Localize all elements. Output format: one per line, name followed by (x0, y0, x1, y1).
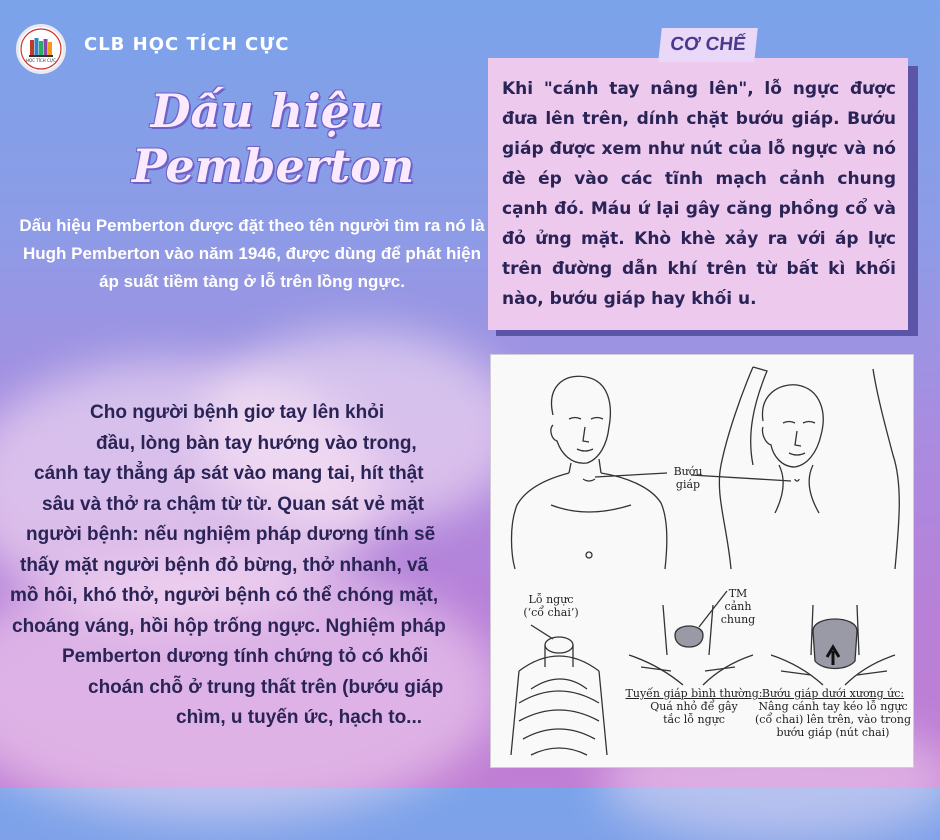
label-vein-line: cảnh (724, 600, 752, 613)
label-jugular-vein (713, 587, 763, 626)
label-substernal-line: Bướu giáp dưới xương ức: (761, 687, 905, 700)
procedure-line: Pemberton dương tính chứng tỏ có khối (62, 646, 429, 667)
label-normal-line: tắc lỗ ngực (663, 713, 725, 726)
label-goiter (663, 465, 713, 491)
club-logo (16, 24, 66, 74)
club-name: CLB HỌC TÍCH CỰC (84, 34, 290, 55)
label-thoracic-inlet-line: Lỗ ngực (528, 593, 574, 606)
label-thoracic-inlet (511, 593, 591, 619)
title-line-1: Dấu hiệu (150, 84, 384, 138)
procedure-line: sâu và thở ra chậm từ từ. Quan sát vẻ mặt (42, 493, 425, 515)
procedure-line: mồ hôi, khó thở, người bệnh có thể chóng mặt, (10, 585, 439, 606)
label-normal-thyroid (619, 687, 769, 726)
label-substernal-line: (cổ chai) lên trên, vào trong (755, 713, 911, 726)
procedure-line: đầu, lòng bàn tay hướng vào trong, (96, 432, 417, 454)
label-vein-line: TM (728, 587, 748, 600)
intro-text: Dấu hiệu Pemberton được đặt theo tên người tìm ra nó là Hugh Pemberton vào năm 1946, được dùng để phát hiện áp suất tiềm tàng ở lỗ trên lồng ngực. (19, 216, 485, 291)
label-normal-line: Tuyến giáp bình thường: (625, 687, 763, 700)
procedure-line: choáng váng, hồi hộp trống ngực. Nghiệm pháp (12, 615, 446, 637)
procedure-text (10, 398, 490, 734)
books-icon (19, 27, 63, 71)
title-line-2: Pemberton (132, 139, 415, 193)
label-goiter-line: giáp (675, 478, 701, 491)
label-substernal-line: bướu giáp (nút chai) (776, 726, 890, 739)
procedure-line: thấy mặt người bệnh đỏ bừng, thở nhanh, vã (20, 554, 429, 576)
label-normal-line: Quá nhỏ để gây (650, 700, 738, 713)
label-vein-line: chung (720, 613, 756, 626)
label-thoracic-inlet-line: (‘cổ chai’) (523, 606, 579, 619)
svg-text:HỌC TÍCH CỰC: HỌC TÍCH CỰC (26, 58, 56, 63)
label-goiter-line: Bướu (673, 465, 703, 478)
procedure-line: chìm, u tuyến ức, hạch to... (176, 707, 423, 728)
procedure-line: người bệnh: nếu nghiệm pháp dương tính sẽ (26, 524, 436, 545)
procedure-line: choán chỗ ở trung thất trên (bướu giáp (88, 676, 444, 698)
procedure-line: cánh tay thẳng áp sát vào mang tai, hít thật (34, 463, 424, 484)
mechanism-text: Khi "cánh tay nâng lên", lỗ ngực được đưa lên trên, dính chặt bướu giáp. Bướu giáp được xem như nút của lỗ ngực và nó đè ép vào các tĩnh mạch cảnh chung cạnh đó. Máu ứ lại gây căng phồng cổ và đỏ ửng mặt. Khò khè xảy ra với áp lực trên đường dẫn khí trên từ bất kì khối nào, bướu giáp hay khối u. (502, 79, 896, 309)
label-substernal-line: Nâng cánh tay kéo lỗ ngực (758, 700, 908, 713)
mechanism-box (488, 58, 908, 330)
procedure-line: Cho người bệnh giơ tay lên khỏi (90, 402, 385, 423)
mechanism-label: CƠ CHẾ (658, 28, 758, 62)
pemberton-illustration (490, 354, 914, 768)
label-substernal-goiter (753, 687, 913, 739)
page-title (132, 84, 415, 194)
